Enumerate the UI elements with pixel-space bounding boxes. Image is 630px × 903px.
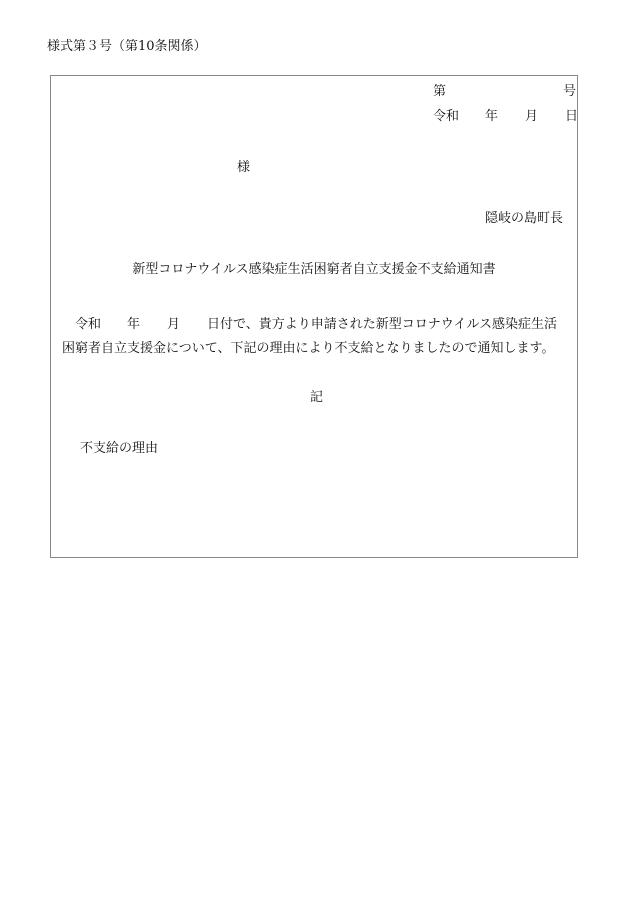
issuer: 隠岐の島町長 [484, 211, 563, 226]
doc-number-prefix: 第 [433, 84, 447, 99]
form-header: 様式第３号（第10条関係） [47, 39, 207, 54]
date-era: 令和 [433, 109, 460, 124]
body-line1: 日付で、貴方より申請された新型コロナウイルス感染症生活 [207, 317, 557, 332]
doc-number-suffix: 号 [563, 84, 577, 99]
document-title: 新型コロナウイルス感染症生活困窮者自立支援金不支給通知書 [132, 262, 496, 277]
addressee-suffix: 様 [237, 160, 251, 175]
body-year: 年 [127, 317, 141, 332]
body-line2: 困窮者自立支援金について、下記の理由により不支給となりましたので通知します。 [62, 341, 555, 356]
date-month: 月 [525, 109, 539, 124]
reason-label: 不支給の理由 [80, 441, 159, 456]
date-day: 日 [565, 109, 579, 124]
body-era: 令和 [75, 317, 102, 332]
body-month: 月 [167, 317, 181, 332]
ki-heading: 記 [310, 390, 324, 405]
date-year: 年 [485, 109, 499, 124]
